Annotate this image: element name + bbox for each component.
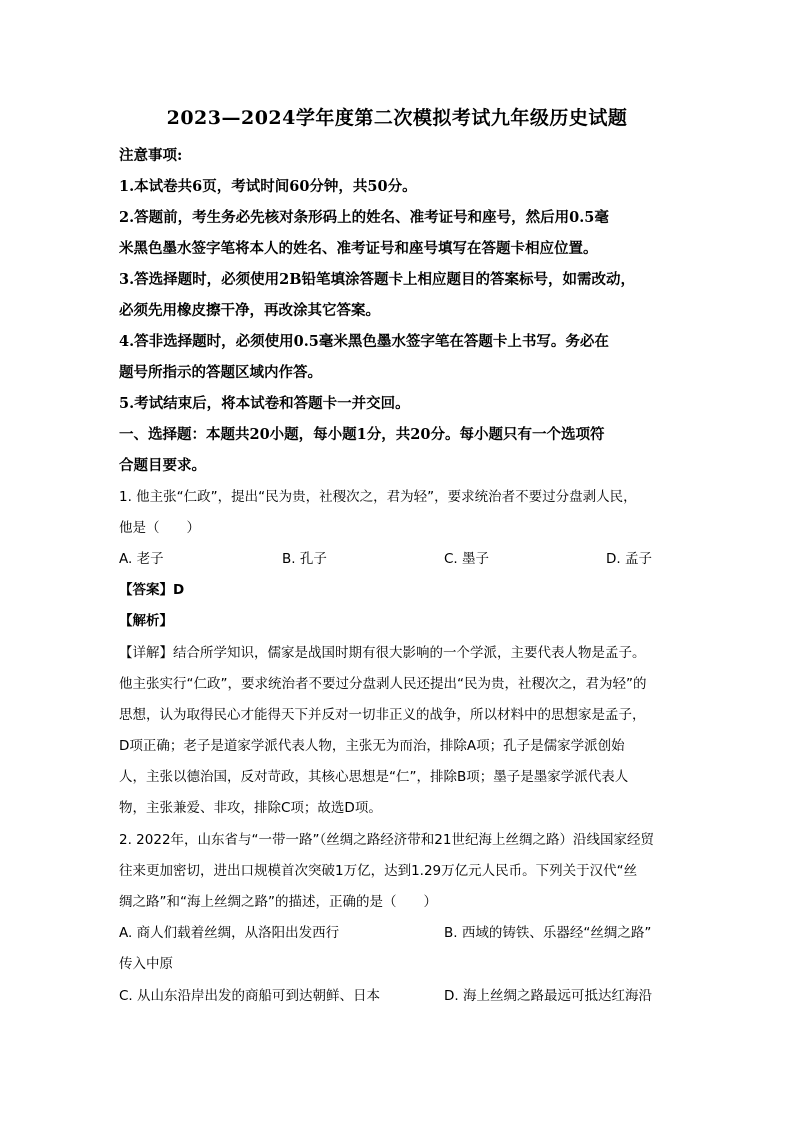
notice-item-4-cont: 题号所指示的答题区域内作答。 [119, 364, 322, 381]
q1-detail-4: D项正确；老子是道家学派代表人物，主张无为而治，排除A项；孔子是儒家学派创始 [119, 738, 625, 754]
q1-stem-cont: 他是（ ） [119, 520, 200, 536]
q1-option-a: A. 老子 [119, 551, 164, 567]
section-heading-cont: 合题目要求。 [119, 457, 206, 474]
notice-item-3: 3.答选择题时，必须使用2B铅笔填涂答题卡上相应题目的答案标号，如需改动， [119, 271, 635, 288]
q1-answer: 【答案】D [119, 582, 185, 598]
exam-title: 2023—2024学年度第二次模拟考试九年级历史试题 [166, 107, 628, 129]
notice-item-4: 4.答非选择题时，必须使用0.5毫米黑色墨水签字笔在答题卡上书写。务必在 [119, 333, 609, 350]
q1-option-c: C. 墨子 [444, 551, 490, 567]
section-heading: 一、选择题：本题共20小题，每小题1分，共20分。每小题只有一个选项符 [119, 426, 605, 443]
q1-detail-1: 【详解】结合所学知识，儒家是战国时期有很大影响的一个学派，主要代表人物是孟子。 [119, 645, 646, 661]
q1-option-b: B. 孔子 [282, 551, 327, 567]
q2-option-b-cont: 传入中原 [119, 956, 173, 972]
q1-detail-5: 人，主张以德治国，反对苛政，其核心思想是“仁”，排除B项；墨子是墨家学派代表人 [119, 769, 629, 785]
q1-option-d: D. 孟子 [606, 551, 652, 567]
q2-option-c: C. 从山东沿岸出发的商船可到达朝鲜、日本 [119, 988, 381, 1004]
q2-option-d: D. 海上丝绸之路最远可抵达红海沿 [444, 988, 652, 1004]
q2-option-a: A. 商人们载着丝绸，从洛阳出发西行 [119, 925, 340, 941]
q1-detail-6: 物，主张兼爱、非攻，排除C项；故选D项。 [119, 800, 382, 816]
notice-item-3-cont: 必须先用橡皮擦干净，再改涂其它答案。 [119, 302, 380, 319]
q2-stem-1: 2. 2022年，山东省与“一带一路”（丝绸之路经济带和21世纪海上丝绸之路）沿线国家经贸 [119, 832, 654, 848]
q1-stem: 1. 他主张“仁政”，提出“民为贵，社稷次之，君为轻”，要求统治者不要过分盘剥人民， [119, 489, 637, 505]
q1-detail-2: 他主张实行“仁政”，要求统治者不要过分盘剥人民还提出“民为贵，社稷次之，君为轻”的 [119, 676, 647, 692]
notice-item-5: 5.考试结束后，将本试卷和答题卡一并交回。 [119, 395, 410, 412]
q1-analysis-tag: 【解析】 [119, 613, 173, 629]
q2-stem-2: 往来更加密切，进出口规模首次突破1万亿，达到1.29万亿元人民币。下列关于汉代“丝 [119, 863, 638, 879]
notice-heading: 注意事项: [119, 147, 183, 164]
q1-detail-3: 思想，认为取得民心才能得天下并反对一切非正义的战争，所以材料中的思想家是孟子， [119, 707, 646, 723]
notice-item-2-cont: 米黑色墨水签字笔将本人的姓名、准考证号和座号填写在答题卡相应位置。 [119, 240, 598, 257]
q2-stem-3: 绸之路”和“海上丝绸之路”的描述，正确的是（ ） [119, 894, 437, 910]
q2-option-b: B. 西域的铸铁、乐器经“丝绸之路” [444, 925, 652, 941]
notice-item-2: 2.答题前，考生务必先核对条形码上的姓名、准考证号和座号，然后用0.5毫 [119, 209, 609, 226]
notice-item-1: 1.本试卷共6页，考试时间60分钟，共50分。 [119, 178, 417, 195]
